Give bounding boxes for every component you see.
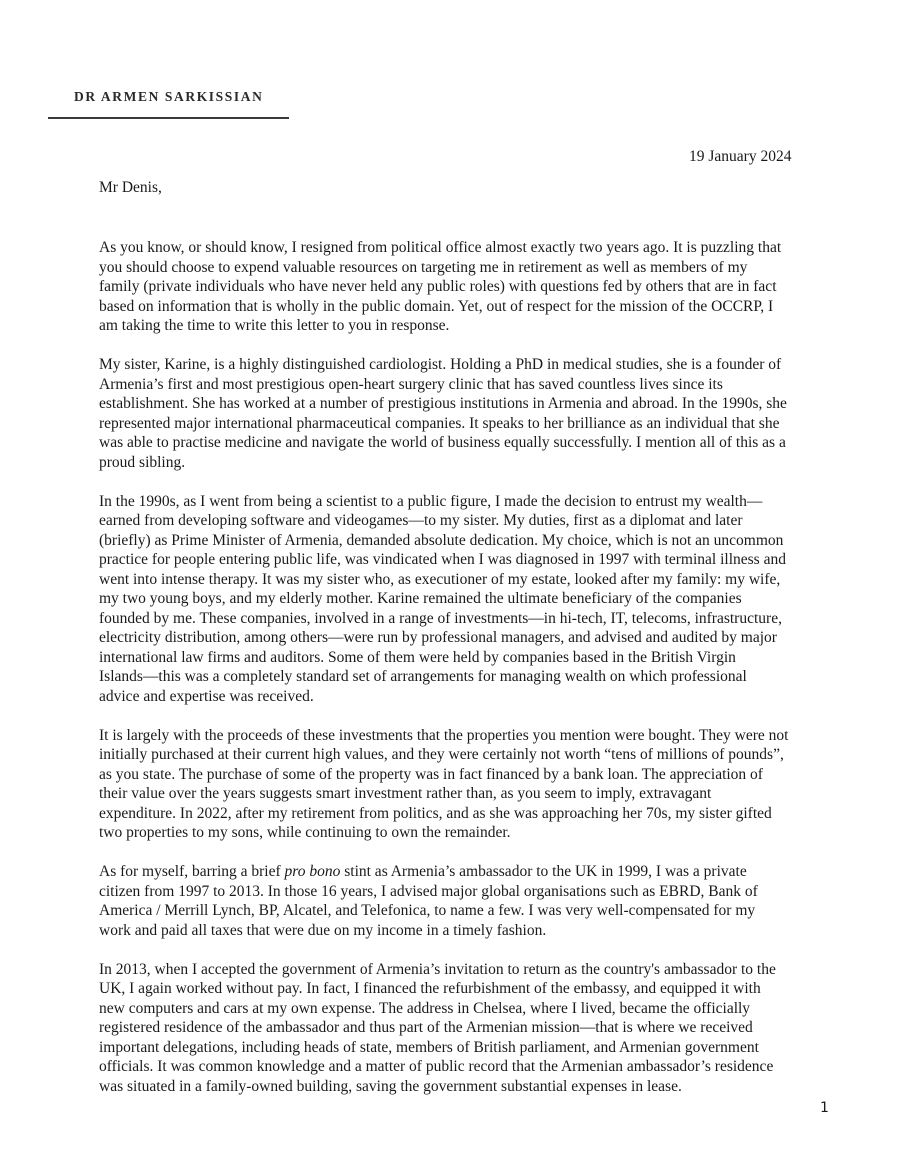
text-line: As you know, or should know, I resigned from political office almost exactly two years ago. It is puzzling that: [99, 239, 782, 256]
paragraph-sister: [99, 355, 819, 472]
text-line: registered residence of the ambassador and thus part of the Armenian mission—that is where we received: [99, 1019, 753, 1036]
paragraph-ambassador: [99, 960, 819, 1097]
italic-phrase: pro bono: [284, 863, 341, 880]
text-line: (briefly) as Prime Minister of Armenia, demanded absolute dedication. My choice, which is not an uncommon: [99, 531, 784, 549]
text-line: based on information that is wholly in the public domain. Yet, out of respect for the mission of the OCCRP, I: [99, 297, 774, 315]
text-line: establishment. She has worked at a number of prestigious institutions in Armenia and abroad. In the 1990s, she: [99, 395, 787, 412]
text-line: In 2013, when I accepted the government of Armenia’s invitation to return as the country's ambassador to the: [99, 960, 776, 978]
text-line: It is largely with the proceeds of these investments that the properties you mention were bought. They were not: [99, 726, 789, 744]
text-line: two properties to my sons, while continuing to own the remainder.: [99, 824, 511, 841]
text-line: Islands—this was a completely standard set of arrangements for managing wealth on which professional: [99, 668, 747, 685]
text-line: America / Merrill Lynch, BP, Alcatel, and Telefonica, to name a few. I was very well-compensated for my: [99, 902, 756, 919]
text-line: practice for people entering public life, was vindicated when I was diagnosed in 1997 with terminal illness and: [99, 551, 786, 568]
text-line: was able to practise medicine and navigate the world of business equally successfully. I mention all of this as a: [99, 434, 786, 451]
text-line: new computers and cars at my own expense. The address in Chelsea, where I lived, became the officially: [99, 999, 751, 1017]
text-line: my two young boys, and my elderly mother. Karine remained the ultimate beneficiary of the companies: [99, 590, 742, 607]
letterhead-divider: [48, 117, 289, 119]
text-line: international law firms and auditors. Some of them were held by companies based in the British Virgin: [99, 648, 736, 666]
text-line: Armenia’s first and most prestigious open-heart surgery clinic that has saved countless lives since its: [99, 375, 723, 393]
text-line: represented major international pharmaceutical companies. It speaks to her brilliance as an individual that she: [99, 414, 780, 432]
text-line: UK, I again worked without pay. In fact, I financed the refurbishment of the embassy, and equipped it with: [99, 980, 761, 997]
paragraph-wealth: [99, 492, 819, 707]
page-number: 1: [820, 1100, 829, 1116]
text-line: went into intense therapy. It was my sister who, as executioner of my estate, looked after my family: my wife,: [99, 570, 781, 588]
letter-date: 19 January 2024: [689, 148, 792, 165]
text-line: earned from developing software and videogames—to my sister. My duties, first as a diplomat and later: [99, 512, 743, 529]
text-segment: stint as Armenia’s ambassador to the UK in 1999, I was a private: [340, 863, 747, 880]
text-line: electricity distribution, among others—were run by professional managers, and advised and audited by major: [99, 629, 777, 646]
text-line: In the 1990s, as I went from being a scientist to a public figure, I made the decision to entrust my wealth—: [99, 492, 763, 510]
text-line: citizen from 1997 to 2013. In those 16 years, I advised major global organisations such as EBRD, Bank of: [99, 882, 758, 900]
text-line: founded by me. These companies, involved in a range of investments—in hi-tech, IT, telecoms, infrastructure,: [99, 609, 782, 627]
text-line: important delegations, including heads of state, members of British parliament, and Armenian government: [99, 1038, 759, 1056]
letterhead-name: DR ARMEN SARKISSIAN: [74, 89, 264, 104]
text-line: expenditure. In 2022, after my retirement from politics, and as she was approaching her 70s, my sister gifted: [99, 804, 772, 822]
text-segment: As for myself, barring a brief: [99, 863, 285, 880]
text-line: advice and expertise was received.: [99, 687, 314, 705]
text-line: as you state. The purchase of some of the property was in fact financed by a bank loan. The appreciation of: [99, 765, 763, 783]
text-line: [99, 862, 819, 882]
text-line: family (private individuals who have never held any public roles) with questions fed by others that are in fact: [99, 278, 777, 295]
text-line: work and paid all taxes that were due on my income in a timely fashion.: [99, 921, 547, 939]
paragraph-private-citizen: [99, 862, 819, 940]
text-line: proud sibling.: [99, 453, 186, 471]
text-line: you should choose to expend valuable resources on targeting me in retirement as well as members of my: [99, 258, 748, 276]
paragraph-properties: [99, 726, 819, 843]
salutation: Mr Denis,: [99, 179, 162, 196]
paragraph-resignation: [99, 238, 819, 336]
text-line: was situated in a family-owned building, saving the government substantial expenses in lease.: [99, 1077, 682, 1095]
letter-body: [99, 238, 819, 1116]
text-line: officials. It was common knowledge and a matter of public record that the Armenian ambassador’s residence: [99, 1058, 774, 1075]
text-line: initially purchased at their current high values, and they were certainly not worth “tens of millions of pounds”,: [99, 746, 784, 763]
text-line: My sister, Karine, is a highly distinguished cardiologist. Holding a PhD in medical studies, she is a founder of: [99, 356, 782, 373]
text-line: am taking the time to write this letter to you in response.: [99, 317, 450, 334]
text-line: their value over the years suggests smart investment rather than, as you seem to imply, extravagant: [99, 785, 712, 802]
